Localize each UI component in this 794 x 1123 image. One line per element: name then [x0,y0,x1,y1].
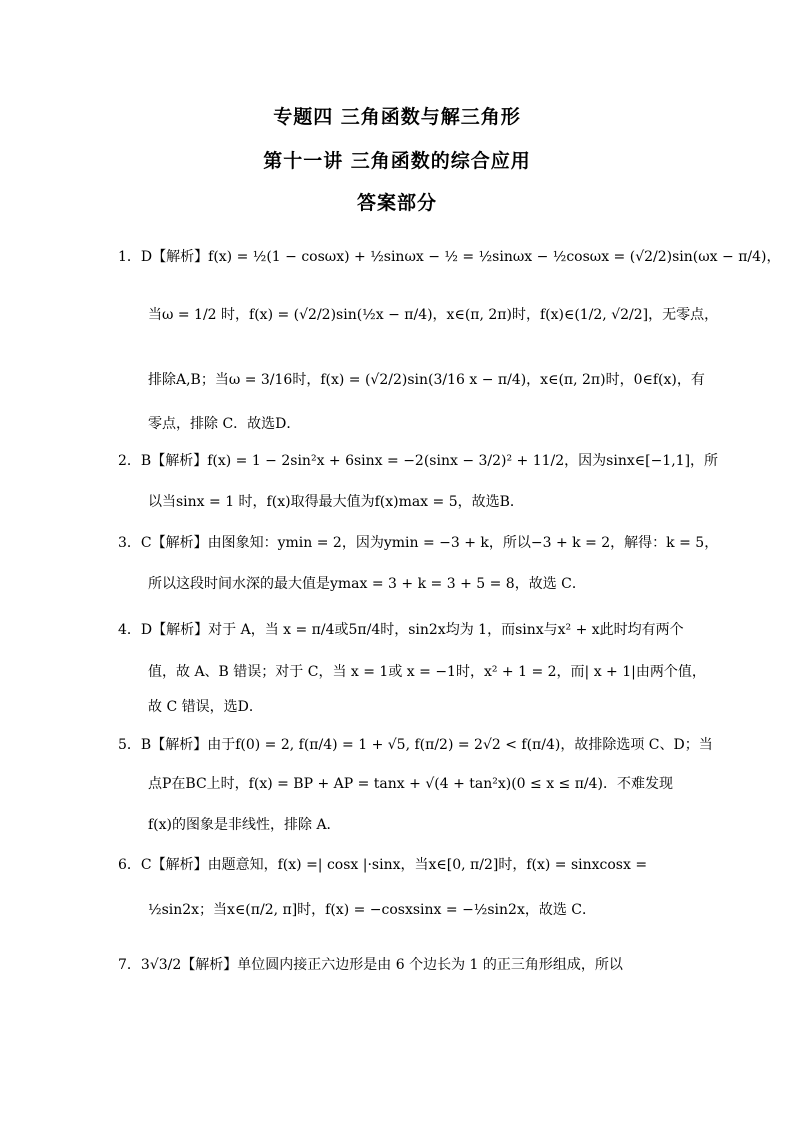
answer-5-line-3: f(x)的图象是非线性，排除 A． [148,817,341,833]
lecture-title: 第十一讲 三角函数的综合应用 [263,150,531,172]
answer-5-line-2: 点P在BC上时，f(x) = BP + AP = tanx + √(4 + tan²x)(0 ≤ x ≤ π/4)．不难发现 [148,776,674,792]
answer-2-line-2: 以当sinx = 1 时，f(x)取得最大值为f(x)max = 5，故选B． [148,494,524,510]
answer-5-line-1: 5．B【解析】由于f(0) = 2, f(π/4) = 1 + √5, f(π/2) = 2√2 < f(π/4)，故排除选项 C、D；当 [118,737,713,753]
page-title: 专题四 三角函数与解三角形 [273,106,521,128]
answer-3-line-2: 所以这段时间水深的最大值是ymax = 3 + k = 3 + 5 = 8，故选 C． [148,576,586,592]
answer-4-line-3: 故 C 错误，选D． [148,699,263,715]
answer-4-line-1: 4．D【解析】对于 A，当 x = π/4或5π/4时，sin2x均为 1，而sinx与x² + x此时均有两个 [118,622,684,638]
answer-6-line-1: 6．C【解析】由题意知，f(x) =| cosx |·sinx，当x∈[0, π/2]时，f(x) = sinxcosx = [118,857,648,873]
answer-4-line-2: 值，故 A、B 错误；对于 C，当 x = 1或 x = −1时，x² + 1 = 2，而| x + 1|由两个值， [148,664,706,680]
section-title: 答案部分 [356,192,437,214]
answer-1-line-4: 零点，排除 C．故选D． [148,416,301,432]
answer-2-line-1: 2．B【解析】f(x) = 1 − 2sin²x + 6sinx = −2(sinx − 3/2)² + 11/2，因为sinx∈[−1,1]，所 [118,453,719,469]
answer-1-line-2: 当ω = 1/2 时，f(x) = (√2/2)sin(½x − π/4)，x∈(π, 2π)时，f(x)∈(1/2, √2/2]，无零点， [148,307,719,323]
answer-3-line-1: 3．C【解析】由图象知：ymin = 2，因为ymin = −3 + k，所以−3 + k = 2，解得：k = 5， [118,535,719,551]
answer-1-line-1: 1．D【解析】f(x) = ½(1 − cosωx) + ½sinωx − ½ = ½sinωx − ½cosωx = (√2/2)sin(ωx − π/4)， [118,249,781,265]
answer-6-line-2: ½sin2x；当x∈(π/2, π]时，f(x) = −cosxsinx = −½sin2x，故选 C． [148,902,597,918]
answer-1-line-3: 排除A,B；当ω = 3/16时，f(x) = (√2/2)sin(3/16 x − π/4)，x∈(π, 2π)时，0∈f(x)，有 [148,372,705,388]
answer-7-line-1: 7．3√3/2【解析】单位圆内接正六边形是由 6 个边长为 1 的正三角形组成，所以 [118,957,623,973]
